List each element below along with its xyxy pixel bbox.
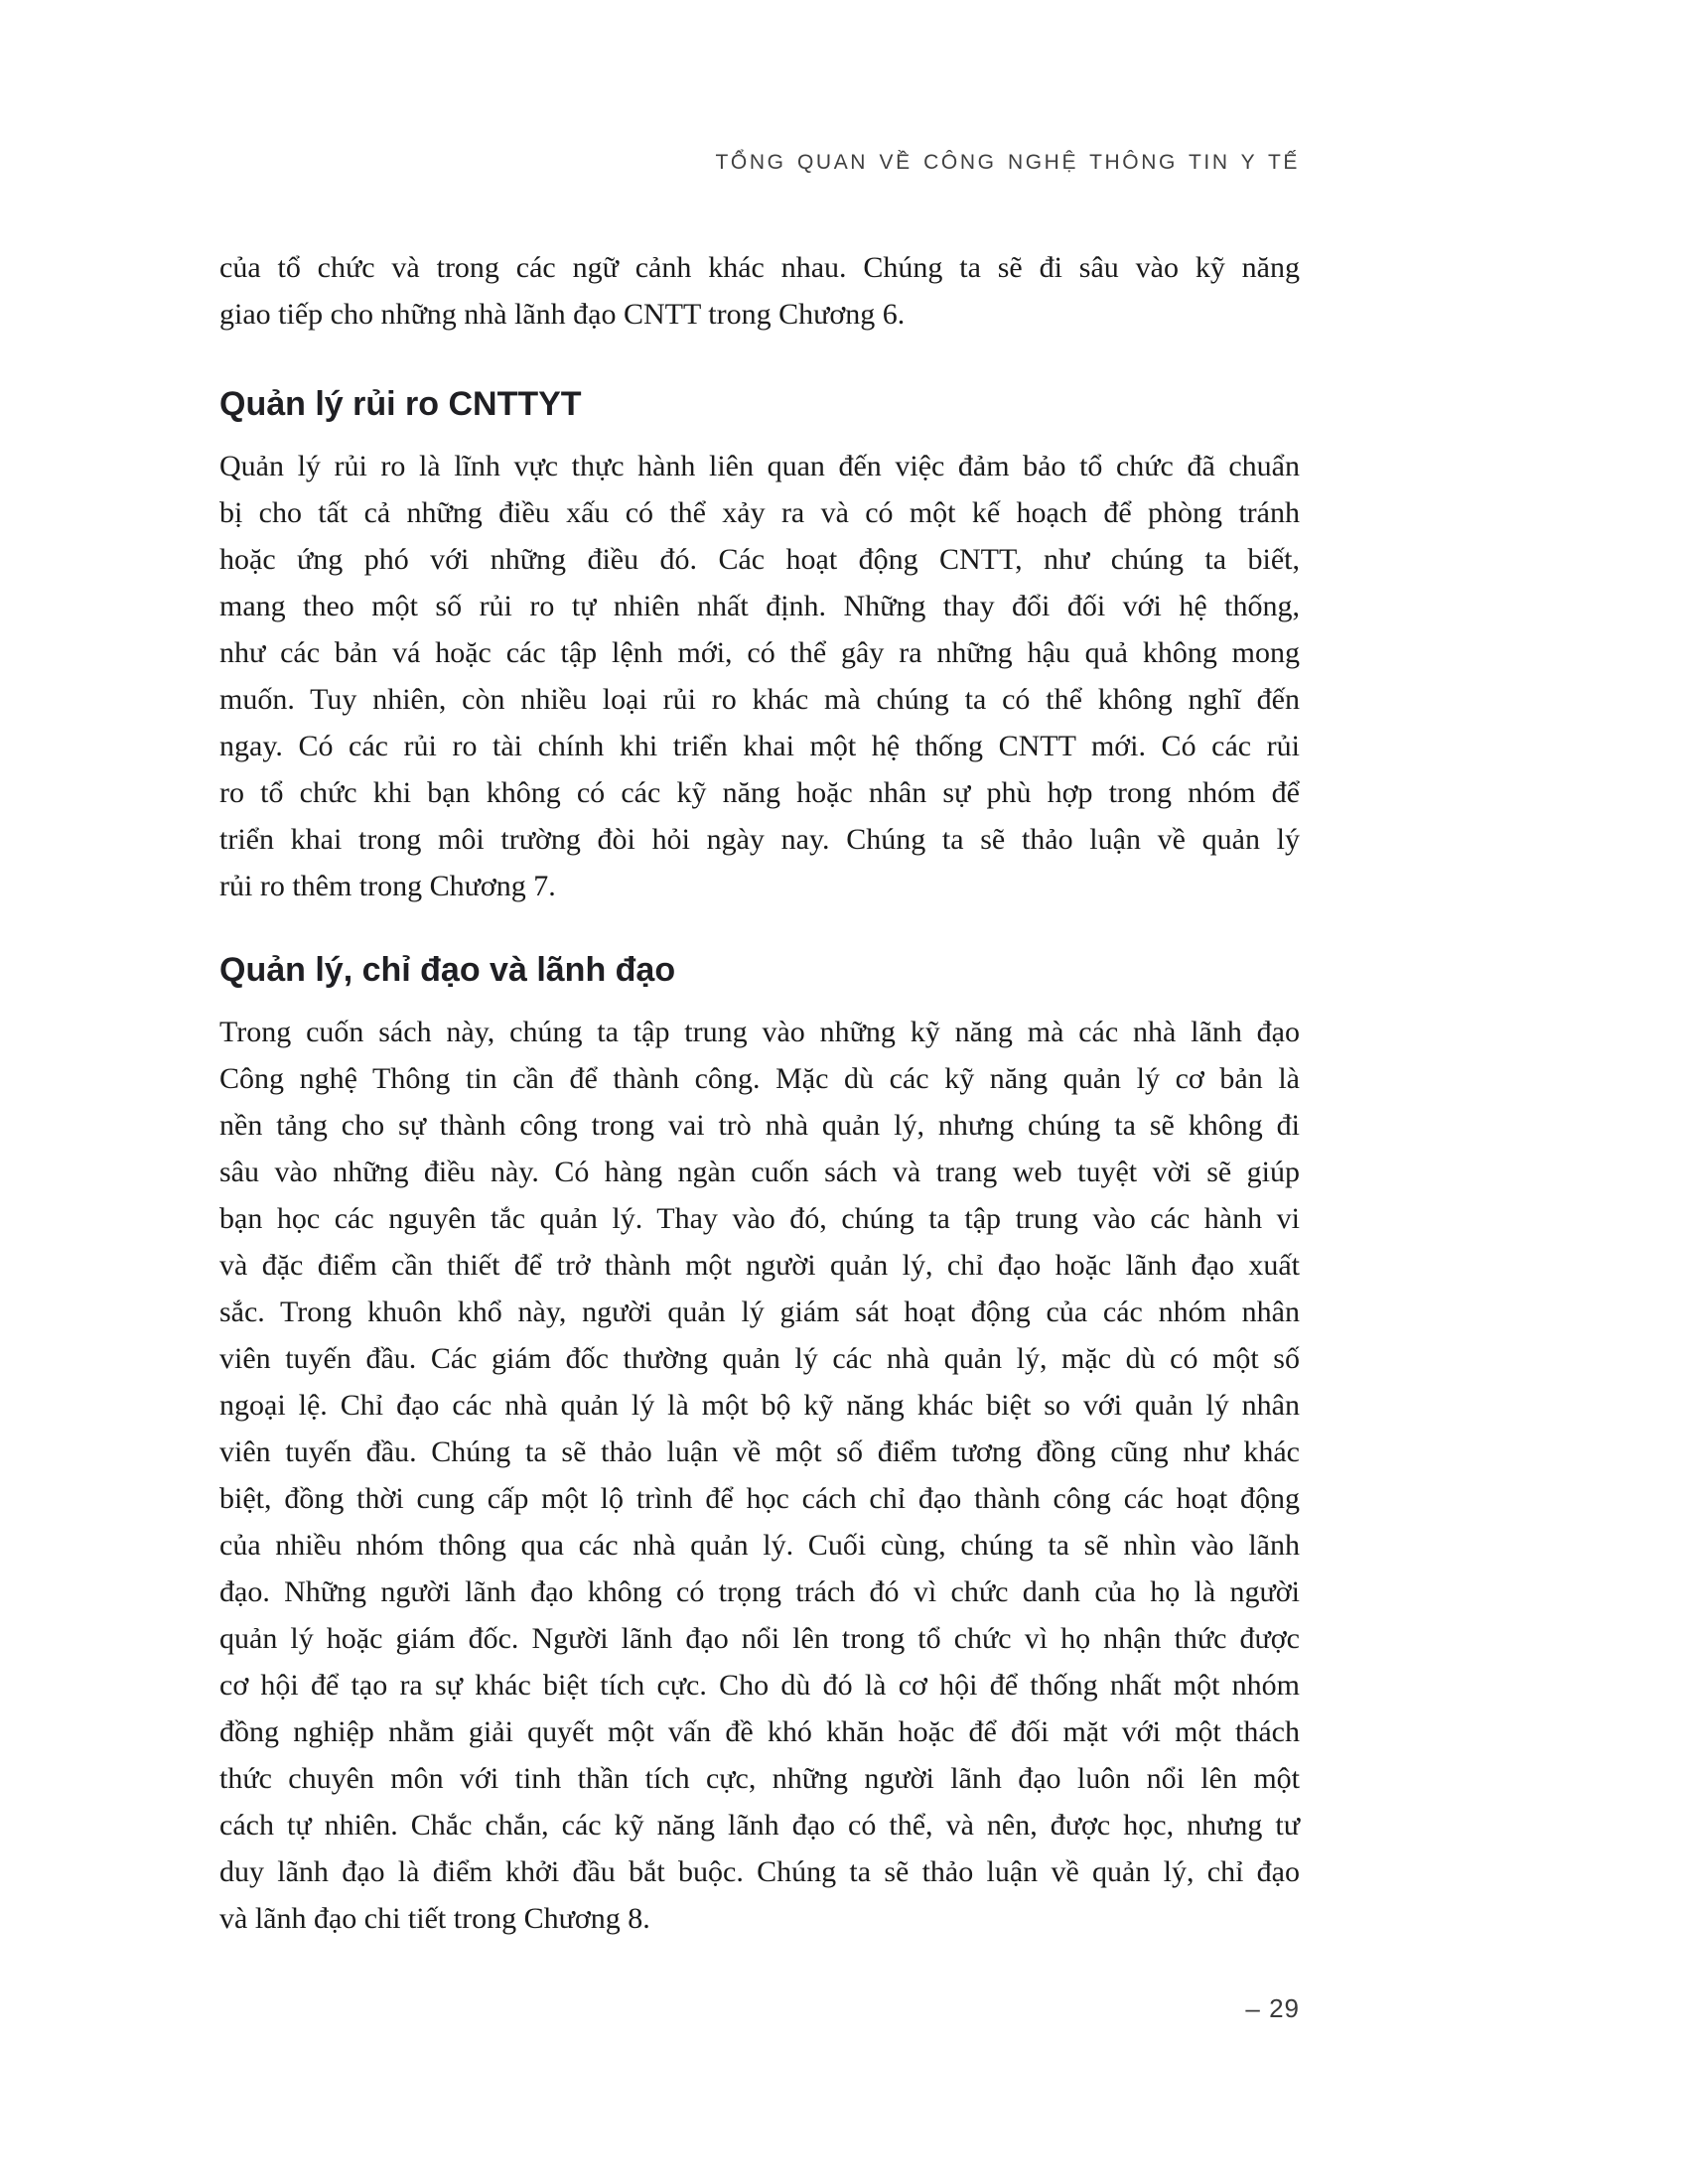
text-line: Công nghệ Thông tin cần để thành công. Mặc dù các kỹ năng quản lý cơ bản là [219, 1062, 1300, 1095]
text-line: đạo. Những người lãnh đạo không có trọng trách đó vì chức danh của họ là người [219, 1575, 1300, 1608]
text-line: thức chuyên môn với tinh thần tích cực, những người lãnh đạo luôn nổi lên một [219, 1762, 1300, 1795]
page-number: – 29 [1245, 1993, 1300, 2023]
text-line: ngoại lệ. Chỉ đạo các nhà quản lý là một bộ kỹ năng khác biệt so với quản lý nhân [219, 1389, 1300, 1422]
text-line: của nhiều nhóm thông qua các nhà quản lý. Cuối cùng, chúng ta sẽ nhìn vào lãnh [219, 1529, 1300, 1562]
text-line: và đặc điểm cần thiết để trở thành một người quản lý, chỉ đạo hoặc lãnh đạo xuất [219, 1249, 1300, 1282]
text-line: duy lãnh đạo là điểm khởi đầu bắt buộc. Chúng ta sẽ thảo luận về quản lý, chỉ đạo [219, 1855, 1300, 1888]
section-heading-manage-direct-lead: Quản lý, chỉ đạo và lãnh đạo [219, 951, 676, 989]
text-line: sâu vào những điều này. Có hàng ngàn cuốn sách và trang web tuyệt vời sẽ giúp [219, 1156, 1300, 1188]
text-line: ngay. Có các rủi ro tài chính khi triển khai một hệ thống CNTT mới. Có các rủi [219, 730, 1300, 762]
text-line: của tổ chức và trong các ngữ cảnh khác nhau. Chúng ta sẽ đi sâu vào kỹ năng [219, 251, 1300, 284]
text-line: triển khai trong môi trường đòi hỏi ngày nay. Chúng ta sẽ thảo luận về quản lý [219, 823, 1300, 856]
running-header: TỔNG QUAN VỀ CÔNG NGHỆ THÔNG TIN Y TẾ [715, 151, 1300, 174]
text-line: hoặc ứng phó với những điều đó. Các hoạt động CNTT, như chúng ta biết, [219, 543, 1300, 576]
text-line: như các bản vá hoặc các tập lệnh mới, có thể gây ra những hậu quả không mong [219, 636, 1300, 669]
text-line: muốn. Tuy nhiên, còn nhiều loại rủi ro khác mà chúng ta có thể không nghĩ đến [219, 683, 1300, 716]
section-heading-risk-management: Quản lý rủi ro CNTTYT [219, 385, 582, 423]
page-body [219, 244, 1300, 1942]
text-line: cơ hội để tạo ra sự khác biệt tích cực. Cho dù đó là cơ hội để thống nhất một nhóm [219, 1669, 1300, 1702]
text-line: đồng nghiệp nhằm giải quyết một vấn đề khó khăn hoặc để đối mặt với một thách [219, 1715, 1300, 1748]
text-line: bị cho tất cả những điều xấu có thể xảy ra và có một kế hoạch để phòng tránh [219, 496, 1300, 529]
text-line: ro tổ chức khi bạn không có các kỹ năng hoặc nhân sự phù hợp trong nhóm để [219, 776, 1300, 809]
text-line: viên tuyến đầu. Các giám đốc thường quản lý các nhà quản lý, mặc dù có một số [219, 1342, 1300, 1375]
paragraph-risk-management [219, 443, 1300, 909]
text-line: mang theo một số rủi ro tự nhiên nhất định. Những thay đổi đối với hệ thống, [219, 590, 1300, 622]
text-line: viên tuyến đầu. Chúng ta sẽ thảo luận về một số điểm tương đồng cũng như khác [219, 1435, 1300, 1468]
text-line: cách tự nhiên. Chắc chắn, các kỹ năng lãnh đạo có thể, và nên, được học, nhưng tư [219, 1809, 1300, 1842]
text-line: biệt, đồng thời cung cấp một lộ trình để học cách chỉ đạo thành công các hoạt động [219, 1482, 1300, 1515]
paragraph-intro [219, 244, 1300, 338]
text-line: Quản lý rủi ro là lĩnh vực thực hành liên quan đến việc đảm bảo tổ chức đã chuẩn [219, 450, 1300, 482]
text-line: nền tảng cho sự thành công trong vai trò nhà quản lý, nhưng chúng ta sẽ không đi [219, 1109, 1300, 1142]
text-line: giao tiếp cho những nhà lãnh đạo CNTT trong Chương 6. [219, 298, 906, 331]
text-line: quản lý hoặc giám đốc. Người lãnh đạo nổi lên trong tổ chức vì họ nhận thức được [219, 1622, 1300, 1655]
text-line: và lãnh đạo chi tiết trong Chương 8. [219, 1902, 650, 1935]
text-line: sắc. Trong khuôn khổ này, người quản lý giám sát hoạt động của các nhóm nhân [219, 1296, 1300, 1328]
text-line: bạn học các nguyên tắc quản lý. Thay vào đó, chúng ta tập trung vào các hành vi [219, 1202, 1300, 1235]
text-line: rủi ro thêm trong Chương 7. [219, 870, 556, 902]
text-line: Trong cuốn sách này, chúng ta tập trung vào những kỹ năng mà các nhà lãnh đạo [219, 1016, 1300, 1048]
paragraph-leadership [219, 1009, 1300, 1942]
